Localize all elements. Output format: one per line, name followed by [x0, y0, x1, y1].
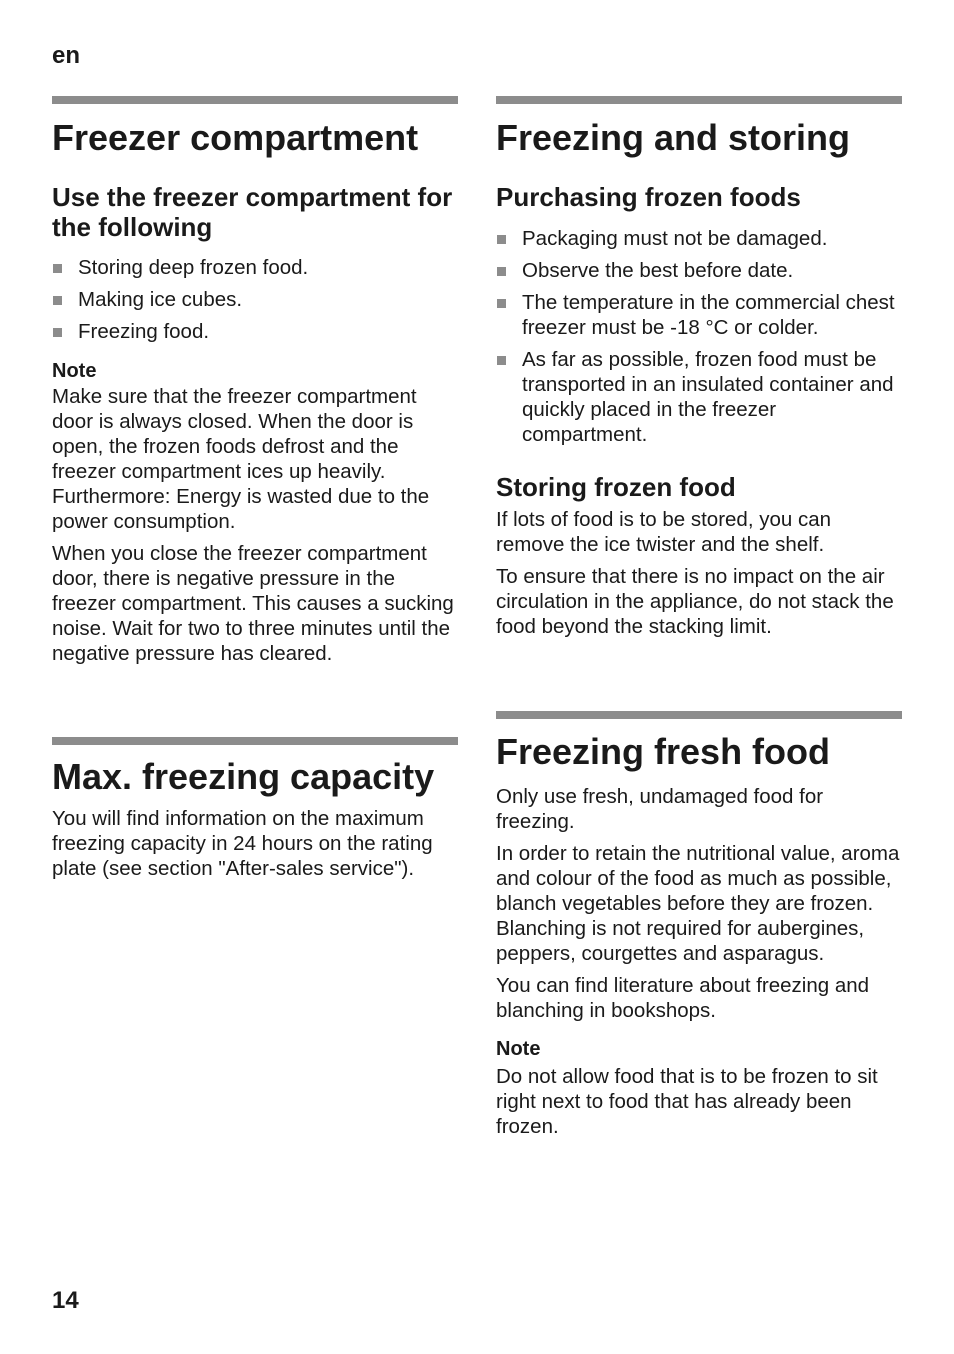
freezer-compartment-title: Freezer compartment: [52, 117, 419, 158]
storing-paragraph-1: If lots of food is to be stored, you can remove the ice twister and the shelf.: [496, 508, 832, 557]
bullet-square-icon: [497, 356, 506, 365]
fresh-paragraph-2: In order to retain the nutritional value, aroma and colour of the food as much as possible, blanch vegetables before they are frozen. Blanching is not required for aubergines, peppers, courgettes and asparagus.: [496, 842, 900, 966]
note-text: Make sure that the freezer compartment door is always closed. When the door is open, the frozen foods defrost and the freezer compartment ices up heavily. Furthermore: Energy is wasted due to the power consumption.: [52, 385, 430, 534]
note-heading: Note: [496, 1038, 541, 1061]
language-code: en: [52, 42, 81, 69]
capacity-paragraph: You will find information on the maximum freezing capacity in 24 hours on the rating plate (see section "After-sales service").: [52, 807, 433, 881]
purchasing-list: [496, 226, 902, 447]
storing-frozen-food-heading: Storing frozen food: [496, 472, 736, 503]
section-divider: [496, 711, 902, 719]
max-freezing-capacity-section: [52, 737, 458, 881]
freezing-storing-section: [496, 96, 902, 639]
bullet-square-icon: [497, 299, 506, 308]
note-heading: Note: [52, 360, 97, 383]
fresh-paragraph-1: Only use fresh, undamaged food for freezing.: [496, 785, 824, 834]
list-item: Storing deep frozen food.: [52, 255, 458, 280]
list-item: Observe the best before date.: [496, 258, 902, 283]
list-item: The temperature in the commercial chest freezer must be -18 °C or colder.: [496, 290, 902, 340]
list-item: As far as possible, frozen food must be transported in an insulated container and quickly placed in the freezer compartment.: [496, 347, 902, 447]
freezer-compartment-section: [52, 96, 458, 666]
list-item: Making ice cubes.: [52, 287, 458, 312]
note-text: Do not allow food that is to be frozen to sit right next to food that has already been frozen.: [496, 1065, 878, 1139]
list-item: Packaging must not be damaged.: [496, 226, 902, 251]
bullet-square-icon: [497, 267, 506, 276]
bullet-square-icon: [53, 296, 62, 305]
freezing-storing-title: Freezing and storing: [496, 117, 851, 158]
freezer-use-list: [52, 255, 458, 344]
freezer-use-subtitle: Use the freezer compartment for the following: [52, 182, 453, 243]
page-number: 14: [52, 1287, 79, 1314]
section-divider: [496, 96, 902, 104]
bullet-square-icon: [53, 328, 62, 337]
bullet-square-icon: [53, 264, 62, 273]
section-divider: [52, 737, 458, 745]
storing-paragraph-2: To ensure that there is no impact on the air circulation in the appliance, do not stack the food beyond the stacking limit.: [496, 565, 894, 639]
fresh-paragraph-3: You can find literature about freezing and blanching in bookshops.: [496, 974, 870, 1023]
freezing-fresh-food-section: [496, 711, 902, 1139]
purchasing-frozen-foods-heading: Purchasing frozen foods: [496, 182, 801, 213]
list-item: Freezing food.: [52, 319, 458, 344]
negative-pressure-paragraph: When you close the freezer compartment door, there is negative pressure in the freezer compartment. This causes a sucking noise. Wait for two to three minutes until the negative pressure has cleared.: [52, 542, 454, 666]
bullet-square-icon: [497, 235, 506, 244]
section-divider: [52, 96, 458, 104]
max-freezing-capacity-title: Max. freezing capacity: [52, 756, 435, 797]
freezing-fresh-food-title: Freezing fresh food: [496, 731, 831, 772]
